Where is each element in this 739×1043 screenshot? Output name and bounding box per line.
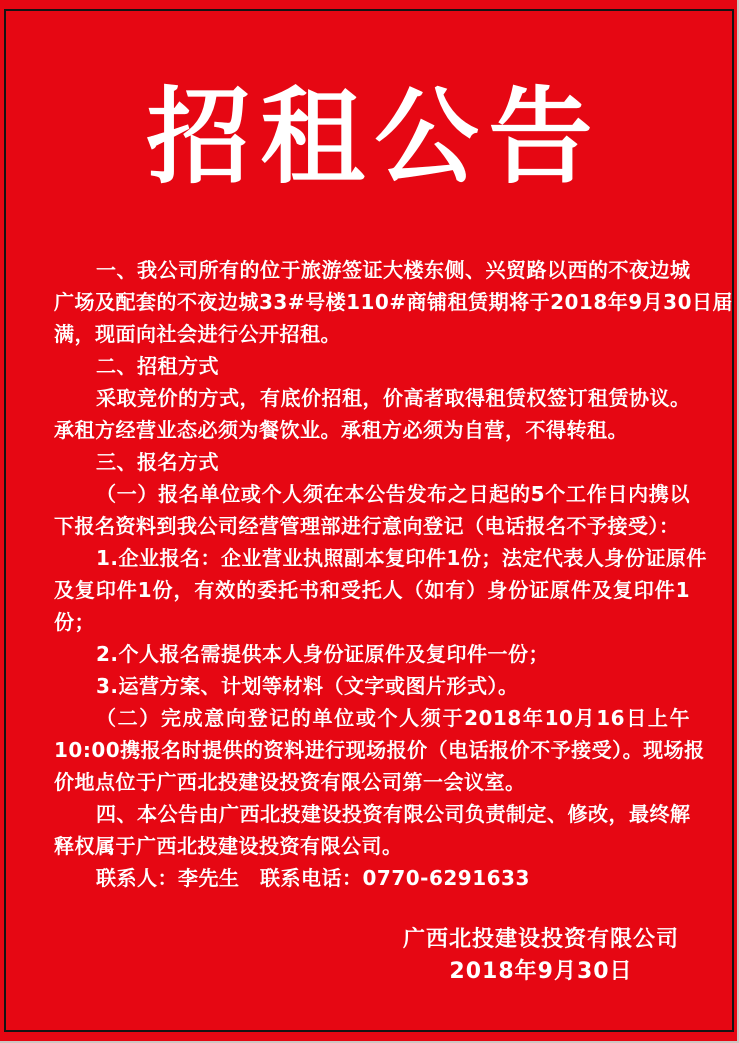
para-9-bidding-line-1: （二）完成意向登记的单位或个人须于2018年10月16日上午 xyxy=(96,706,690,730)
para-7-item-individual-line-1: 2.个人报名需提供本人身份证原件及复印件一份； xyxy=(96,642,550,666)
signature-block xyxy=(403,924,679,988)
contact-line-line-1: 联系人：李先生 联系电话：0770-6291633 xyxy=(96,866,530,890)
para-9-bidding-line-2: 10:00携报名时提供的资料进行现场报价（电话报价不予接受）。现场报 xyxy=(54,738,705,762)
para-1-property-intro-line-2: 广场及配套的不夜边城33#号楼110#商铺租赁期将于2018年9月30日届 xyxy=(54,290,734,314)
para-4-heading-registration-line-1: 三、报名方式 xyxy=(96,450,219,474)
para-10-interpretation-line-2: 释权属于广西北投建设投资有限公司。 xyxy=(54,834,403,858)
announcement-body xyxy=(54,254,734,894)
para-10-interpretation-line-1: 四、本公告由广西北投建设投资有限公司负责制定、修改，最终解 xyxy=(96,802,691,826)
para-8-item-plan-line-1: 3.运营方案、计划等材料（文字或图片形式）。 xyxy=(96,674,519,698)
signature-company: 广西北投建设投资有限公司 xyxy=(402,927,679,952)
announcement-title: 招租公告 xyxy=(146,75,603,198)
para-1-property-intro-line-1: 一、我公司所有的位于旅游签证大楼东侧、兴贸路以西的不夜边城 xyxy=(96,258,691,282)
para-3-method-detail-line-2: 承租方经营业态必须为餐饮业。承租方必须为自营，不得转租。 xyxy=(54,418,628,442)
para-3-method-detail-line-1: 采取竞价的方式，有底价招租，价高者取得租赁权签订租赁协议。 xyxy=(96,386,691,410)
para-2-heading-method-line-1: 二、招租方式 xyxy=(96,354,219,378)
para-6-item-company-line-2: 及复印件1份，有效的委托书和受托人（如有）身份证原件及复印件1 xyxy=(54,578,690,602)
para-6-item-company-line-1: 1.企业报名：企业营业执照副本复印件1份；法定代表人身份证原件 xyxy=(96,546,707,570)
signature-date: 2018年9月30日 xyxy=(449,959,633,984)
para-9-bidding-line-3: 价地点位于广西北投建设投资有限公司第一会议室。 xyxy=(54,770,526,794)
para-1-property-intro-line-3: 满，现面向社会进行公开招租。 xyxy=(54,322,341,346)
para-6-item-company-line-3: 份； xyxy=(54,610,95,634)
para-5-registration-intro-line-1: （一）报名单位或个人须在本公告发布之日起的5个工作日内携以 xyxy=(96,482,690,506)
para-5-registration-intro-line-2: 下报名资料到我公司经营管理部进行意向登记（电话报名不予接受）： xyxy=(54,514,680,538)
